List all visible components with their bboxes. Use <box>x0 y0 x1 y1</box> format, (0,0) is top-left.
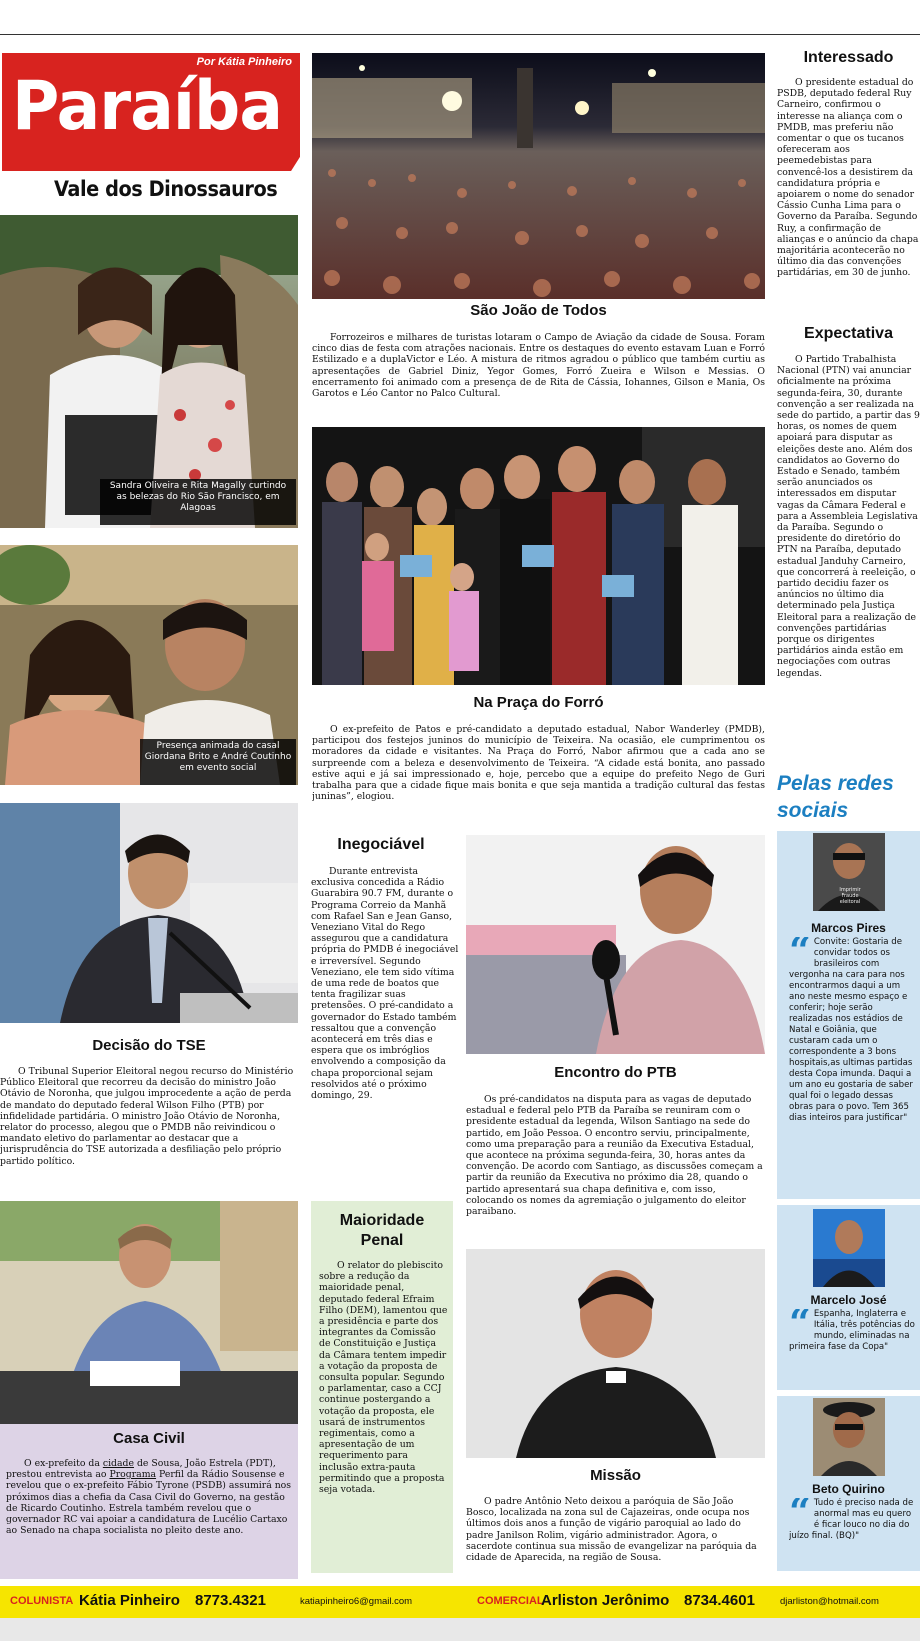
article-praca-forro: O ex-prefeito de Patos e pré-candidato a deputado estadual, Nabor Wanderley (PMDB), participou dos festejos juninos do município de Teixeira. Na ocasião, ele cumprimentou os moradores da cidade e visitantes. Na Praça do Forró, Nabor afirmou que a cada ano se surpreende com a beleza e desenvolvimento de Teixeira. “A cidade está bonita, ano passado estive aqui e já sai impressionado e, hoje, percebo que a equipe do prefeito Nego de Guri trabalha para que a cidade fique mais bonita e que seja mantida a tradição cultural das festas juninas”, elogiou. <box>312 724 765 803</box>
social-post-marcelo <box>777 1205 920 1390</box>
social-name-marcos: Marcos Pires <box>811 921 886 935</box>
photo-praca-forro <box>312 427 765 685</box>
photo-encontro-ptb <box>466 835 765 1054</box>
casa-civil-text-2: de Sousa, João Estrela (PDT), prestou entrevista ao <box>6 1458 276 1481</box>
photo-casa-civil <box>0 1201 298 1424</box>
photo-decisao-tse <box>0 803 298 1023</box>
article-decisao-tse: O Tribunal Superior Eleitoral negou recurso do Ministério Público Eleitoral que recorreu da decisão do ministro João Otávio de Noronha, que julgou improcedente a ação de perda de mandato do deputado federal Wilson Filho (PTB) por infidelidade partidária. O ministro João Otávio de Noronha, relator do processo, alegou que o PMDB não reivindicou o mandato eletivo do parlamentar ao destacar que a jurisprudência do TSE autorizada a desfiliação pelo próprio partido político. <box>0 1066 294 1167</box>
footer-phone-colunista: 8773.4321 <box>195 1592 266 1609</box>
masthead-title: Paraíba <box>12 67 282 146</box>
box-maioridade-penal <box>311 1201 453 1573</box>
headline-inegociavel: Inegociável <box>337 836 425 853</box>
article-interessado: O presidente estadual do PSDB, deputado federal Ruy Carneiro, confirmou o interesse na aliança com o PMDB, mas preferiu não comentar o que os tucanos ofereceram aos peemedebistas para convencê-los a desistirem da candidatura própria e apoiarem o nome do senador Cássio Cunha Lima para o Governo da Paraíba. Segundo Ruy, a confirmação de alianças e o anúncio da chapa majoritária acontecerão no último dia das convenções partidárias, em 30 de junho. <box>777 77 919 279</box>
headline-praca-forro: Na Praça do Forró <box>473 694 604 711</box>
casa-civil-text-3: Perfil da Rádio Sousense e revelou que o ex-prefeito Fábio Tyrone (PSDB) assumirá nos próximos dias a chefia da Casa Civil do Governo, na gestão de Ricardo Coutinho. Estrela também revelou que o governador RC vai apoiar a candidatura de Lucélio Cartaxo ao Senado na chapa socialista no pleito deste ano. <box>6 1469 292 1537</box>
footer-label-comercial: COMERCIAL <box>477 1595 544 1607</box>
headline-maioridade-penal: Maioridade Penal <box>339 1212 425 1249</box>
footer-bar <box>0 1586 920 1618</box>
social-text-marcelo <box>789 1309 917 1387</box>
link-cidade[interactable]: cidade <box>102 1458 134 1469</box>
caption-sandra-rita: Sandra Oliveira e Rita Magally curtindo as belezas do Rio São Francisco, em Alagoas <box>100 479 296 525</box>
casa-civil-text-1: O ex-prefeito da <box>24 1458 103 1469</box>
footer-name-comercial: Arliston Jerônimo <box>541 1592 670 1609</box>
article-sao-joao: Forrozeiros e milhares de turistas lotaram o Campo de Aviação da cidade de Sousa. Foram cinco dias de festa com atrações nacionais. Entre os destaques do evento estavam Luan e Forró Estilizado e a duplaVictor e Léo. A mistura de ritmos agradou o público que também curtiu as apresentações de Gabriel Diniz, Yegor Gomes, Forró Zueira e Wilson e Messias. O encerramento foi animado com a presença de de Rita de Cássia, Iohannes, Gilson e Mania, Os Garotos e Léo Cantor no Palco Cultural. <box>312 332 765 400</box>
headline-decisao-tse: Decisão do TSE <box>92 1037 206 1054</box>
top-rule <box>0 34 920 35</box>
footer-email-colunista[interactable]: katiapinheiro6@gmail.com <box>300 1596 413 1607</box>
social-quote-beto: Tudo é preciso nada de anormal mas eu quero é ficar louco no dia do juízo final. (BQ)" <box>789 1498 914 1541</box>
social-name-marcelo: Marcelo José <box>810 1293 887 1307</box>
article-missao: O padre Antônio Neto deixou a paróquia de São João Bosco, localizada na zona sul de Cajazeiras, onde ocupa nos últimos dois anos a função de vigário paroquial ao lado do padre Janilson Rolim, vigário administrador. Agora, o sacerdote continua sua missão de evangelizar na paróquia da cidade de Aparecida, na região de Sousa. <box>466 1496 757 1564</box>
photo-missao <box>466 1249 765 1458</box>
caption-giordana-andre: Presença animada do casal Giordana Brito e André Coutinho em evento social <box>140 739 296 785</box>
quote-icon: “ <box>789 937 811 973</box>
footer-name-colunista: Kátia Pinheiro <box>79 1592 180 1609</box>
masthead <box>2 53 302 208</box>
article-encontro-ptb: Os pré-candidatos na disputa para as vagas de deputado estadual e federal pelo PTB da Paraíba se reuniram com o presidente estadual da legenda, Wilson Santiago na sede do partido, em João Pessoa. O encontro serviu, principalmente, como uma preparação para a reunião da Executiva Estadual, que acontece na próxima segunda-feira, 30, horas antes da convenção. De acordo com Santiago, as discussões começam a partir da reunião da Executiva no próximo dia 28, quando o partido apresentará sua chapa definitiva e, com isso, colocando os nomes da agremiação o julgamento do eleitor paraibano. <box>466 1094 763 1218</box>
photo-giordana-andre <box>0 545 298 785</box>
article-inegociavel: Durante entrevista exclusiva concedida a Rádio Guarabira 90.7 FM, durante o Programa Correio da Manhã com Rafael San e Jean Ganso, Veneziano Vital do Rego assegurou que a candidatura própria do PMDB é inegociável e irreversível. Segundo Veneziano, ele tem sido vítima de uma rede de boatos que tenta fragilizar suas pretensões. O pré-candidato a governador do Estado também ressaltou que a convenção acontecerá em três dias e espera que os imbróglios envolvendo a composição da chapa proporcional sejam resolvidos até o próximo domingo, 29. <box>311 866 459 1102</box>
masthead-subtitle: Vale dos Dinossauros <box>54 177 278 201</box>
social-text-beto <box>789 1498 917 1568</box>
headline-expectativa: Expectativa <box>804 325 893 342</box>
photo-sandra-rita <box>0 215 298 528</box>
social-text-marcos <box>789 937 917 1197</box>
social-post-beto <box>777 1396 920 1571</box>
photo-sao-joao-crowd <box>312 53 765 299</box>
redes-title: Pelas redes sociais <box>777 772 894 822</box>
social-quote-marcos: Convite: Gostaria de convidar todos os brasileiros com vergonha na cara para nos encontrarmos daqui a um ano neste mesmo espaço e conferir; hoje serão realizadas nos estádios de Natal e Goiânia, que custaram cada um o correspondente a 3 bons hospitais,as ultimas partidas desta Copa imunda. Daqui a um ano eu gostaria de saber qual foi o legado dessas obras para o povo. Tem 365 dias inteiros para justificar" <box>789 937 913 1123</box>
social-quote-marcelo: Espanha, Inglaterra e Itália, três potências do mundo, eliminadas na primeira fase da Copa" <box>789 1309 915 1352</box>
marcos-shirt-text: Imprimir Fraude eleitoral <box>839 887 861 905</box>
footer-phone-comercial: 8734.4601 <box>684 1592 755 1609</box>
headline-interessado: Interessado <box>803 49 894 66</box>
footer-label-colunista: COLUNISTA <box>10 1595 74 1607</box>
avatar-marcos <box>813 833 885 911</box>
social-name-beto: Beto Quirino <box>812 1482 885 1496</box>
headline-sao-joao: São João de Todos <box>470 302 607 319</box>
social-post-marcos <box>777 831 920 1199</box>
article-maioridade-penal: O relator do plebiscito sobre a redução da maioridade penal, deputado federal Efraim Filho (DEM), lamentou que a presidência e parte dos integrantes da Comissão de Constituição e Justiça da Câmara tentem impedir a votação da proposta de consulta popular. Segundo o parlamentar, caso a CCJ continue postergando a votação da proposta, ele usará de instrumentos regimentais, como a apresentação de um requerimento para inclusão extra-pauta permitindo que a proposta seja votada. <box>319 1260 448 1496</box>
footer-email-comercial[interactable]: djarliston@hotmail.com <box>780 1596 879 1607</box>
quote-icon: “ <box>789 1498 811 1534</box>
box-casa-civil <box>0 1424 298 1579</box>
headline-encontro-ptb: Encontro do PTB <box>554 1064 677 1081</box>
avatar-marcelo <box>813 1209 885 1287</box>
article-expectativa: O Partido Trabalhista Nacional (PTN) vai anunciar oficialmente na próxima segunda-feira, 30, durante convenção a ser realizada na sede do partido, a partir das 9 horas, os nomes de quem apoiará para disputar as eleições deste ano. Além dos candidatos ao Governo do Estado e Senado, também serão anunciados os interessados em disputar vagas da Câmara Federal e para a Assembleia Legislativa da Paraíba. Segundo o presidente do diretório do PTN na Paraíba, deputado estadual Janduhy Carneiro, que concorrerá à reeleição, o partido decidiu fazer os anúncios no último dia determinado pela Justiça Eleitoral para a realização de convenções partidárias porque os dirigentes partidários ainda estão em negociações com outras legendas. <box>777 354 920 679</box>
quote-icon: “ <box>789 1309 811 1345</box>
headline-casa-civil: Casa Civil <box>113 1430 185 1447</box>
link-programa[interactable]: Programa <box>109 1469 157 1481</box>
article-casa-civil <box>6 1458 294 1576</box>
masthead-byline: Por Kátia Pinheiro <box>196 56 292 68</box>
bottom-strip <box>0 1618 920 1641</box>
avatar-beto <box>813 1398 885 1476</box>
headline-missao: Missão <box>590 1467 641 1484</box>
